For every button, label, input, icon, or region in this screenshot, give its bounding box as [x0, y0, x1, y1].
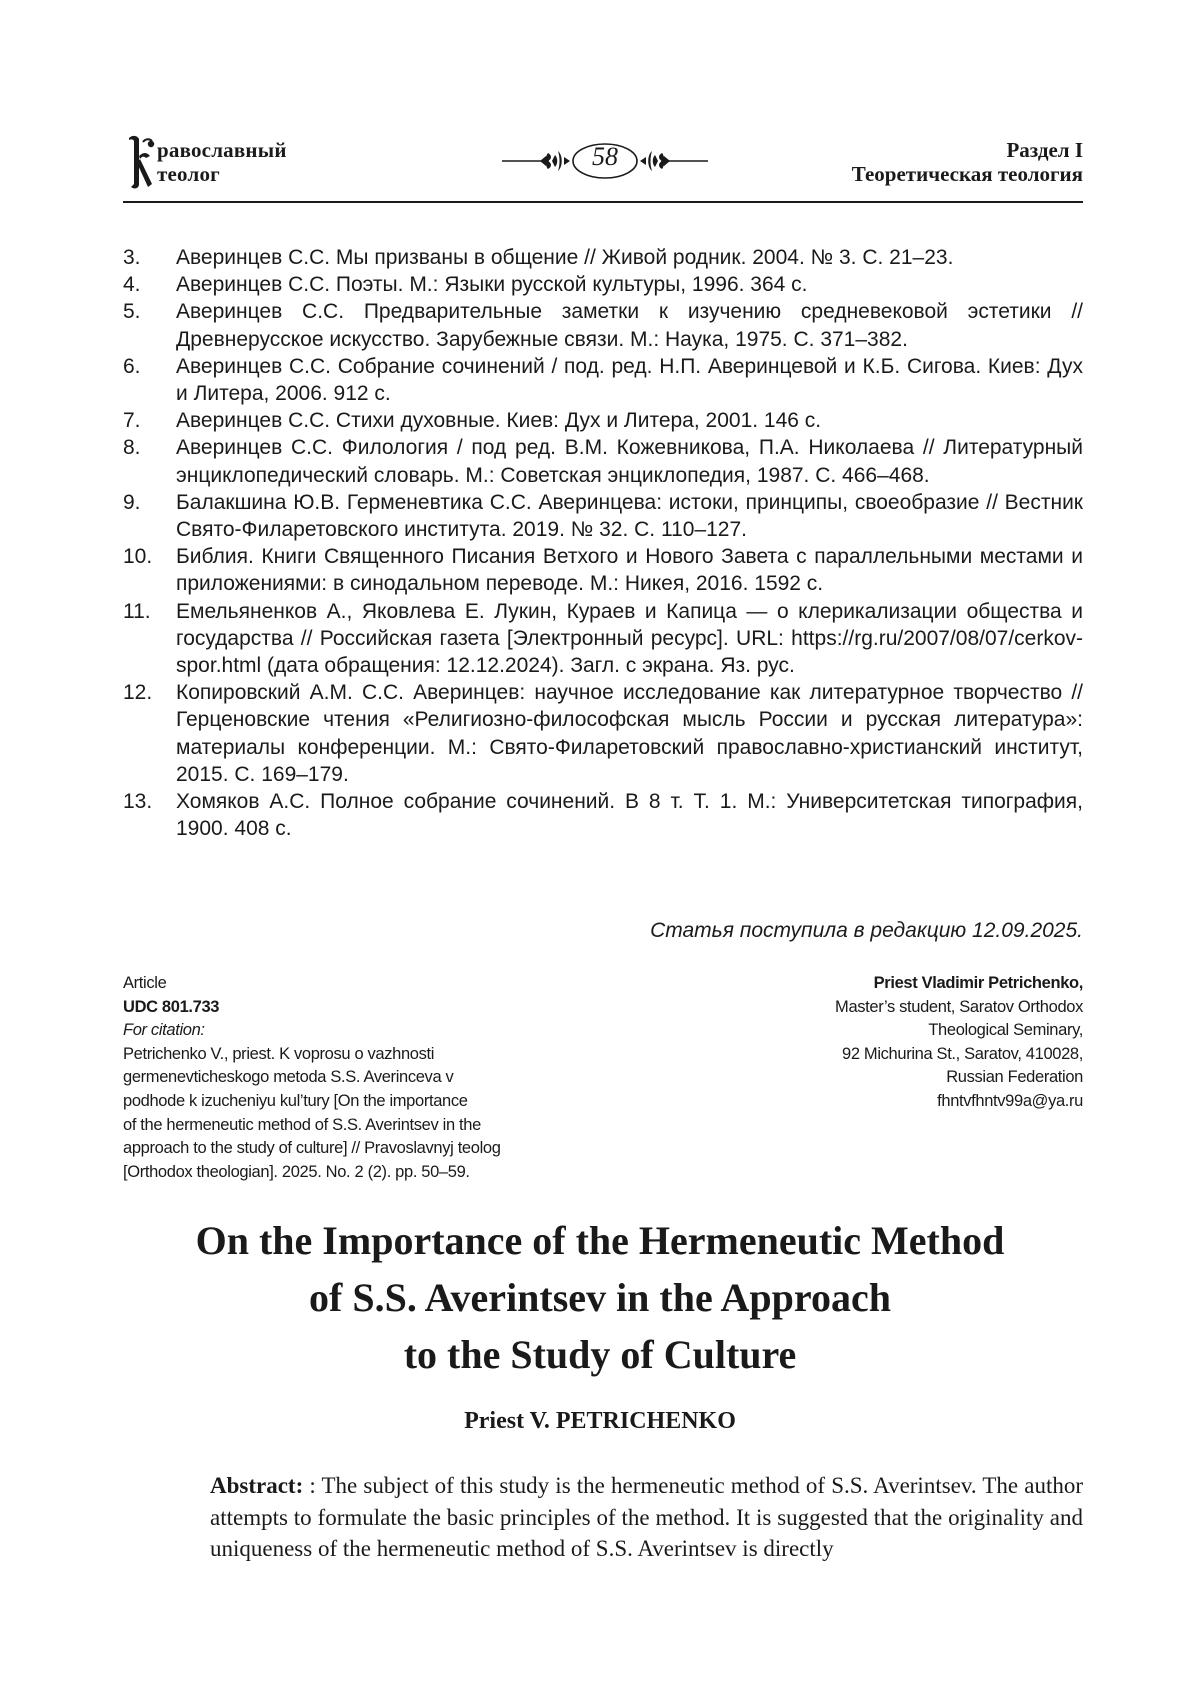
author-email: fhntvfhntv99a@ya.ru — [937, 1091, 1083, 1110]
section-line-1: Раздел I — [1006, 138, 1083, 162]
reference-number: 5. — [123, 300, 141, 324]
journal-logo — [123, 138, 343, 198]
reference-number: 12. — [123, 681, 153, 705]
author-affiliation-line: Russian Federation — [946, 1068, 1083, 1087]
reference-item — [123, 353, 1083, 407]
reference-text: Библия. Книги Священного Писания Ветхого и Нового Завета с параллельными местами и приложениями: в синодальном переводе. М.: Никея, 2016. 1592 с. — [176, 545, 1083, 596]
for-citation-label: For citation: — [123, 1021, 205, 1040]
reference-text: Копировский А.М. С.С. Аверинцев: научное исследование как литературное творчество // Герценовские чтения «Религиозно-философская мысль России и русская литература»: материалы конференции. М.: Свято-Филаретовский православно-христианский институт, 2015. С. 169–179. — [176, 681, 1083, 786]
reference-item — [123, 407, 1083, 434]
author-byline: Priest V. PETRICHENKO — [464, 1408, 736, 1434]
page-number: 58 — [592, 142, 618, 171]
header-rule — [123, 201, 1083, 203]
author-affiliation-line: Theological Seminary, — [928, 1021, 1083, 1040]
udc-code: UDC 801.733 — [123, 997, 220, 1016]
reference-item — [123, 788, 1083, 842]
reference-number: 3. — [123, 246, 141, 269]
reference-text: Аверинцев С.С. Предварительные заметки к изучению средневековой эстетики // Древнерусское искусство. Зарубежные связи. М.: Наука, 1975. С. 371–382. — [176, 300, 1083, 351]
title-line: of S.S. Averintsev in the Approach — [309, 1275, 891, 1320]
reference-number: 4. — [123, 273, 141, 297]
reference-number: 10. — [123, 545, 153, 569]
running-header — [123, 138, 1083, 204]
citation-line: of the hermeneutic method of S.S. Averintsev in the — [123, 1115, 481, 1134]
article-meta — [123, 972, 593, 1184]
citation-line: podhode k izucheniyu kul’tury [On the importance — [123, 1091, 468, 1110]
author-affiliation-line: Master’s student, Saratov Orthodox — [835, 997, 1083, 1016]
abstract — [210, 1470, 1083, 1565]
citation-line: Petrichenko V., priest. K voprosu o vazhnosti — [123, 1044, 435, 1063]
reference-item — [123, 434, 1083, 488]
journal-logo-initial-icon — [123, 132, 157, 192]
author-affiliation-line: 92 Michurina St., Saratov, 410028, — [842, 1044, 1083, 1063]
section-line-2: Теоретическая теология — [851, 162, 1083, 186]
reference-item — [123, 298, 1083, 352]
author-info — [763, 972, 1083, 1114]
reference-item — [123, 598, 1083, 680]
reference-item — [123, 679, 1083, 788]
citation-line: [Orthodox theologian]. 2025. No. 2 (2). pp. 50–59. — [123, 1162, 470, 1181]
reference-number: 6. — [123, 354, 141, 378]
logo-line-2: теолог — [157, 162, 220, 186]
reference-text: Балакшина Ю.В. Герменевтика С.С. Аверинцева: истоки, принципы, своеобразие // Вестник Свято-Филаретовского института. 2019. № 32. С. 110–127. — [176, 490, 1083, 542]
reference-text: Аверинцев С.С. Поэты. М.: Языки русской культуры, 1996. 364 с. — [176, 273, 808, 297]
reference-item — [123, 244, 1083, 271]
reference-item — [123, 489, 1083, 543]
article-title — [100, 1212, 1100, 1383]
section-title — [852, 138, 1083, 186]
title-line: On the Importance of the Hermeneutic Method — [195, 1218, 1005, 1263]
reference-text: Аверинцев С.С. Стихи духовные. Киев: Дух и Литера, 2001. 146 с. — [176, 409, 822, 433]
reference-number: 11. — [123, 599, 151, 623]
reference-text: Емельяненков А., Яковлева Е. Лукин, Кураев и Капица — о клерикализации общества и государства // Российская газета [Электронный ресурс]. URL: https://rg.ru/2007/08/07/cerkov-spor.html (дата обращения: 12.12.2024). Загл. с экрана. Яз. рус. — [176, 599, 1083, 678]
reference-number: 13. — [123, 790, 153, 814]
title-line: to the Study of Culture — [403, 1332, 797, 1377]
reference-text: Аверинцев С.С. Собрание сочинений / под. ред. Н.П. Аверинцевой и К.Б. Сигова. Киев: Дух и Литера, 2006. 912 с. — [176, 354, 1083, 406]
reference-number: 9. — [123, 490, 141, 514]
abstract-label: Abstract: — [210, 1473, 304, 1498]
reference-text: Аверинцев С.С. Мы призваны в общение // Живой родник. 2004. № 3. С. 21–23. — [176, 246, 954, 269]
citation-line: germenevticheskogo metoda S.S. Averinceva v — [123, 1068, 454, 1087]
citation-text — [123, 1043, 593, 1185]
citation-line: approach to the study of culture] // Pravoslavnyj teolog — [123, 1139, 501, 1158]
reference-item — [123, 271, 1083, 298]
logo-line-1: равославный — [157, 138, 287, 162]
reference-list — [123, 244, 1083, 842]
reference-text: Аверинцев С.С. Филология / под ред. В.М. Кожевникова, П.А. Николаева // Литературный энциклопедический словарь. М.: Советская энциклопедия, 1987. С. 466–468. — [176, 436, 1083, 487]
reference-text: Хомяков А.С. Полное собрание сочинений. В 8 т. Т. 1. М.: Университетская типография, 1900. 408 с. — [176, 790, 1083, 841]
abstract-text: : The subject of this study is the hermeneutic method of S.S. Averintsev. The author attempts to formulate the basic principles of the method. It is suggested that the originality and uniqueness of the hermeneutic method of S.S. Averintsev is directly — [210, 1473, 1083, 1561]
reference-number: 8. — [123, 436, 141, 460]
author-name: Priest Vladimir Petrichenko, — [873, 974, 1083, 992]
reference-item — [123, 543, 1083, 597]
received-note: Статья поступила в редакцию 12.09.2025. — [650, 919, 1083, 942]
article-type: Article — [123, 974, 167, 992]
reference-number: 7. — [123, 409, 141, 433]
